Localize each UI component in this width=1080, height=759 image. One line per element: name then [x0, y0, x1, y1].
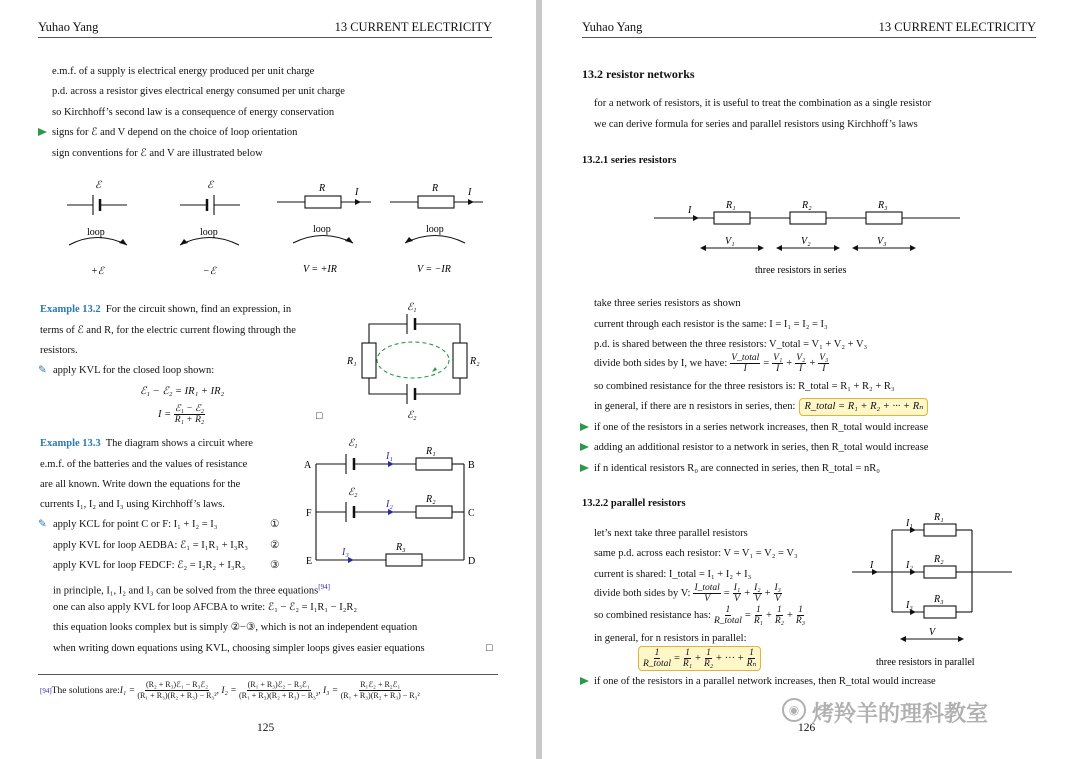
- parallel-resistor-diagram: [848, 508, 1028, 668]
- frac-den: V: [734, 594, 740, 604]
- example-text: e.m.f. of the batteries and the values of resistance: [40, 459, 248, 470]
- footnote-var: , I₃ =: [318, 685, 339, 696]
- example-text: The diagram shows a circuit where: [105, 438, 253, 449]
- text-line: if one of the resistors in a parallel network increases, then R_total would increase: [594, 676, 936, 687]
- header-chapter: 13 CURRENT ELECTRICITY: [878, 20, 1036, 34]
- section-title: 13.2 resistor networks: [582, 67, 695, 81]
- left-page: [0, 0, 536, 759]
- text-line: current is shared: I_total = I₁ + I₂ + I₃: [594, 569, 752, 580]
- current-label: I: [688, 205, 692, 216]
- page-number: 125: [257, 722, 275, 734]
- resistor-label: R₂: [934, 554, 944, 565]
- resistor-label: R₃: [934, 594, 944, 605]
- text-line: p.d. across a resistor gives electrical energy consumed per unit charge: [52, 86, 345, 97]
- circuit-diagram-13-3: [304, 432, 494, 572]
- current-label: I₁: [906, 518, 913, 529]
- sign-result: V = +IR: [303, 264, 337, 275]
- resistor-label: R₁: [347, 356, 357, 367]
- circuit-diagram-13-2: [345, 298, 495, 423]
- frac-den: I: [799, 364, 803, 374]
- text-line: if n identical resistors R₀ are connected in series, then R_total = nR₀: [594, 463, 880, 474]
- frac-num: 1: [777, 605, 782, 615]
- loop-label: loop: [200, 227, 218, 238]
- text-line: in general, if there are n resistors in series, then:: [594, 401, 796, 412]
- frac-den: R₁: [682, 659, 693, 669]
- frac-num: 1: [756, 605, 761, 615]
- frac-num: 1: [725, 605, 731, 615]
- frac-num: (R₂ + R₃)ℰ₁ − R₃ℰ₂: [146, 680, 208, 689]
- text-line: let’s next take three parallel resistors: [594, 528, 748, 539]
- node-label: F: [306, 508, 312, 519]
- node-label: D: [468, 556, 476, 567]
- frac-den: R₁ + R₂: [174, 415, 205, 425]
- arrow-bullet-icon: [38, 128, 47, 136]
- frac-num: 1: [798, 605, 803, 615]
- text-line: for a network of resistors, it is useful to treat the combination as a single resistor: [594, 98, 932, 109]
- frac-den: V: [704, 594, 711, 604]
- figure-caption: three resistors in parallel: [876, 657, 975, 668]
- emf-label: ℰ: [95, 180, 102, 191]
- text-line: p.d. is shared between the three resistors: V_total = V₁ + V₂ + V₃: [594, 339, 868, 350]
- footnote-ref[interactable]: [94]: [318, 583, 330, 591]
- voltage-label: V₂: [801, 236, 811, 247]
- solution-text: apply KVL for loop FEDCF: ℰ₂ = I₂R₂ + I₃R₃: [53, 560, 246, 571]
- node-label: C: [468, 508, 475, 519]
- text-line: in general, for n resistors in parallel:: [594, 633, 747, 644]
- frac-num: I₁: [733, 583, 741, 593]
- example-label: Example 13.2: [40, 304, 101, 315]
- frac-den: V: [774, 594, 781, 604]
- solution-text: when writing down equations using KVL, choosing simpler loops gives easier equations: [53, 643, 425, 654]
- emf-label: ℰ₂: [348, 487, 358, 498]
- current-label: I₃: [342, 547, 349, 558]
- resistor-label: R₁: [726, 200, 736, 211]
- resistor-label: R₂: [802, 200, 812, 211]
- resistor-label: R₁: [426, 446, 436, 457]
- text-line: sign conventions for ℰ and V are illustrated below: [52, 148, 263, 159]
- example-text: terms of ℰ and R, for the electric current flowing through the: [40, 325, 296, 336]
- solution-text: apply KCL for point C or F: I₁ + I₂ = I₃: [53, 519, 218, 530]
- frac-num: V₃: [819, 353, 829, 363]
- qed-symbol: □: [486, 643, 493, 654]
- subsection-title: 13.2.2 parallel resistors: [582, 498, 686, 509]
- footnote-rule: [38, 674, 498, 675]
- frac-den: R_total: [643, 659, 671, 669]
- frac-num: V_total: [731, 353, 760, 363]
- equation-number: ①: [270, 519, 280, 530]
- wechat-icon: ◉: [782, 698, 806, 722]
- sign-convention-diagram: [55, 175, 525, 280]
- node-label: E: [306, 556, 313, 567]
- text-line: same p.d. across each resistor: V = V₁ = V₂ = V₃: [594, 548, 798, 559]
- solution-text: this equation looks complex but is simply ②−③, which is not an independent equation: [53, 622, 418, 633]
- frac-num: I_total: [694, 583, 720, 593]
- frac-den: I: [743, 364, 747, 374]
- current-label: I: [355, 187, 359, 198]
- equation-number: ②: [270, 540, 280, 551]
- current-label: I₂: [906, 560, 913, 571]
- text-line: so Kirchhoff’s second law is a consequence of energy conservation: [52, 107, 335, 118]
- loop-label: loop: [426, 224, 444, 235]
- emf-label: ℰ: [207, 180, 214, 191]
- frac-den: R₃: [795, 616, 806, 626]
- equation-lhs: I =: [158, 408, 172, 420]
- text-line: current through each resistor is the same: I = I₁ = I₂ = I₃: [594, 319, 828, 330]
- figure-caption: three resistors in series: [755, 265, 847, 276]
- header-author: Yuhao Yang: [582, 20, 643, 34]
- emf-label: ℰ₂: [407, 410, 417, 421]
- footnote-marker: [94]: [40, 686, 52, 695]
- arrow-bullet-icon: [580, 443, 589, 451]
- text-line: adding an additional resistor to a network in series, then R_total would increase: [594, 442, 929, 453]
- frac-den: (R₁ + R₃)(R₂ + R₃) − R₃²: [239, 691, 319, 700]
- current-label: I₂: [386, 499, 393, 510]
- example-text: For the circuit shown, find an expression, in: [105, 304, 292, 315]
- loop-label: loop: [313, 224, 331, 235]
- voltage-label: V: [929, 627, 936, 638]
- text-line: we can derive formula for series and parallel resistors using Kirchhoff’s laws: [594, 119, 918, 130]
- arrow-bullet-icon: [580, 677, 589, 685]
- frac-num: 1: [706, 648, 711, 658]
- current-label: I: [468, 187, 472, 198]
- qed-symbol: □: [316, 411, 323, 422]
- example-text: resistors.: [40, 345, 78, 356]
- resistor-label: R: [319, 183, 326, 194]
- arrow-bullet-icon: [580, 464, 589, 472]
- voltage-label: V₁: [725, 236, 735, 247]
- current-label: I₃: [906, 600, 913, 611]
- frac-den: R₂: [703, 659, 714, 669]
- frac-num: 1: [654, 648, 660, 658]
- resistor-label: R₂: [426, 494, 436, 505]
- frac-den: I: [822, 364, 826, 374]
- text-line: signs for ℰ and V depend on the choice of loop orientation: [52, 127, 298, 138]
- frac-num: (R₁ + R₃)ℰ₂ − R₃ℰ₁: [247, 680, 310, 689]
- text-line: so combined resistance for the three resistors is: R_total = R₁ + R₂ + R₃: [594, 381, 895, 392]
- node-label: A: [304, 460, 312, 471]
- pencil-icon: ✎: [38, 519, 47, 530]
- formula-dots: + ··· +: [716, 652, 744, 664]
- frac-num: 1: [685, 648, 690, 658]
- highlighted-formula: R_total = R₁ + R₂ + ··· + Rₙ: [799, 398, 928, 416]
- header-rule: [582, 37, 1036, 38]
- resistor-label: R₃: [396, 542, 406, 553]
- frac-num: I₂: [754, 583, 761, 593]
- frac-num: I₃: [774, 583, 781, 593]
- sign-result: −ℰ: [203, 266, 216, 277]
- node-label: B: [468, 460, 475, 471]
- equation: ℰ₁ − ℰ₂ = IR₁ + IR₂: [140, 386, 225, 397]
- resistor-label: R₂: [470, 356, 480, 367]
- frac-den: R_total: [713, 616, 742, 626]
- text-line: take three series resistors as shown: [594, 298, 741, 309]
- text-line: e.m.f. of a supply is electrical energy produced per unit charge: [52, 66, 315, 77]
- resistor-label: R₁: [934, 512, 944, 523]
- frac-den: (R₁ + R₃)(R₂ + R₃) − R₃²: [137, 691, 217, 700]
- arrow-bullet-icon: [580, 423, 589, 431]
- solution-text: in principle, I₁, I₂ and I₃ can be solved from the three equations: [53, 585, 319, 597]
- solution-text: one can also apply KVL for loop AFCBA to write: ℰ₁ − ℰ₂ = I₁R₁ − I₂R₂: [53, 602, 358, 613]
- page-number: 126: [798, 722, 816, 734]
- text-line: if one of the resistors in a series network increases, then R_total would increase: [594, 422, 929, 433]
- frac-num: V₁: [773, 353, 783, 363]
- footnote-var: , I₂ =: [216, 685, 237, 696]
- pencil-icon: ✎: [38, 365, 47, 376]
- frac-den: Rₙ: [746, 659, 757, 669]
- series-resistor-diagram: [654, 196, 964, 276]
- equation-number: ③: [270, 560, 280, 571]
- subsection-title: 13.2.1 series resistors: [582, 155, 677, 166]
- header-chapter: 13 CURRENT ELECTRICITY: [334, 20, 492, 34]
- text-line: so combined resistance has:: [594, 609, 711, 621]
- frac-den: (R₁ + R₃)(R₂ + R₃) − R₃²: [340, 691, 420, 700]
- example-text: currents I₁, I₂ and I₃ using Kirchhoff’s laws.: [40, 499, 225, 510]
- footnote-var: I₁ =: [119, 685, 136, 696]
- frac-den: R₂: [774, 616, 784, 626]
- current-label: I₁: [386, 451, 393, 462]
- frac-num: 1: [749, 648, 754, 658]
- solution-text: apply KVL for the closed loop shown:: [53, 365, 215, 376]
- sign-result: V = −IR: [417, 264, 451, 275]
- frac-den: I: [776, 364, 780, 374]
- frac-den: R₁: [753, 616, 763, 626]
- header-rule: [38, 37, 492, 38]
- text-line: divide both sides by I, we have:: [594, 357, 728, 369]
- frac-den: V: [754, 594, 761, 604]
- loop-label: loop: [87, 227, 105, 238]
- solution-text: apply KVL for loop AEDBA: ℰ₁ = I₁R₁ + I₃R₃: [53, 540, 249, 551]
- voltage-label: V₃: [877, 236, 887, 247]
- emf-label: ℰ₁: [348, 438, 358, 449]
- example-label: Example 13.3: [40, 438, 101, 449]
- resistor-label: R: [432, 183, 439, 194]
- frac-num: V₂: [796, 353, 806, 363]
- example-text: are all known. Write down the equations for the: [40, 479, 241, 490]
- frac-num: ℰ₁ − ℰ₂: [174, 404, 205, 414]
- header-author: Yuhao Yang: [38, 20, 99, 34]
- emf-label: ℰ₁: [407, 302, 417, 313]
- highlighted-formula: $\frac{1}{\text{R\_total}}$ = $\frac{1}{\text{R₁}}$ + $\frac{1}{\text{R₂}}$ + ··· + $\frac{1}{\text{Rₙ}}$: [638, 646, 761, 671]
- frac-num: R₁ℰ₂ + R₂ℰ₁: [360, 680, 401, 689]
- current-label: I: [870, 560, 874, 571]
- right-page: Yuhao Yang 13 CURRENT ELECTRICITY 13.2 resistor networks for a network of resistors, it is useful to treat the combination as a single resistor we can derive formula for series and parallel resistors using Kirchhoff’s laws 13.2.1 series resistors I R₁ R₂ R₃ V₁ V₂ V₃ three resistors in series take three series resistors as shown current through each resistor is the same: I = I₁ = I₂ = I₃ p.d. is shared between the three resistors: V_total = V₁ + V₂ + V₃ divide both sides by I, we have: $\frac{\text{V\_total}}{I}$ = $\frac{\text{V₁}}{I}$ + $\frac{\text{V₂}}{I}$ + $\frac{\text{V₃}}{I}$ so combined resistance for the three resistors is: R_total = R₁ + R₂ + R₃ in general, if there are n resistors in series, then: R_total = R₁ + R₂ + ··· + Rₙ if one of the resistors in a series network increases, then R_total would increase adding an additional resistor to a network in series, then R_total would increase if n identical resistors R₀ are connected in series, then R_total = nR₀ 13.2.2 parallel resistors let’s next take three parallel resistors same p.d. across each resistor: V = V₁ = V₂ = V₃ current is shared: I_total = I₁ + I₂ + I₃ divide both sides by V: $\frac{\text{I\_total}}{V}$ = $\frac{\text{I₁}}{V}$ + $\frac{\text{I₂}}{V}$ + $\frac{\text{I₃}}{V}$ so combined resistance has: $\frac{1}{\text{R\_total}}$ = $\frac{1}{\text{R₁}}$ + $\frac{1}{\text{R₂}}$ + $\frac{1}{\text{R₃}}$ in general, for n resistors in parallel: $\frac{1}{\text{R\_total}}$ = $\frac{1}{\text{R₁}}$ + $\frac{1}{\text{R₂}}$ + ··· + $\frac{1}{\text{Rₙ}}$ if one of the resistors in a parallel network increases, then R_total would increase I I₁ I₂ I₃ R₁ R₂ R₃ V three resistors in parallel 126 ◉ 烤羚羊的理科教室: [542, 0, 1080, 759]
- resistor-label: R₃: [878, 200, 888, 211]
- watermark: 烤羚羊的理科教室: [812, 702, 989, 727]
- footnote-lead: The solutions are:: [51, 685, 120, 696]
- sign-result: +ℰ: [91, 266, 104, 277]
- text-line: divide both sides by V:: [594, 587, 691, 599]
